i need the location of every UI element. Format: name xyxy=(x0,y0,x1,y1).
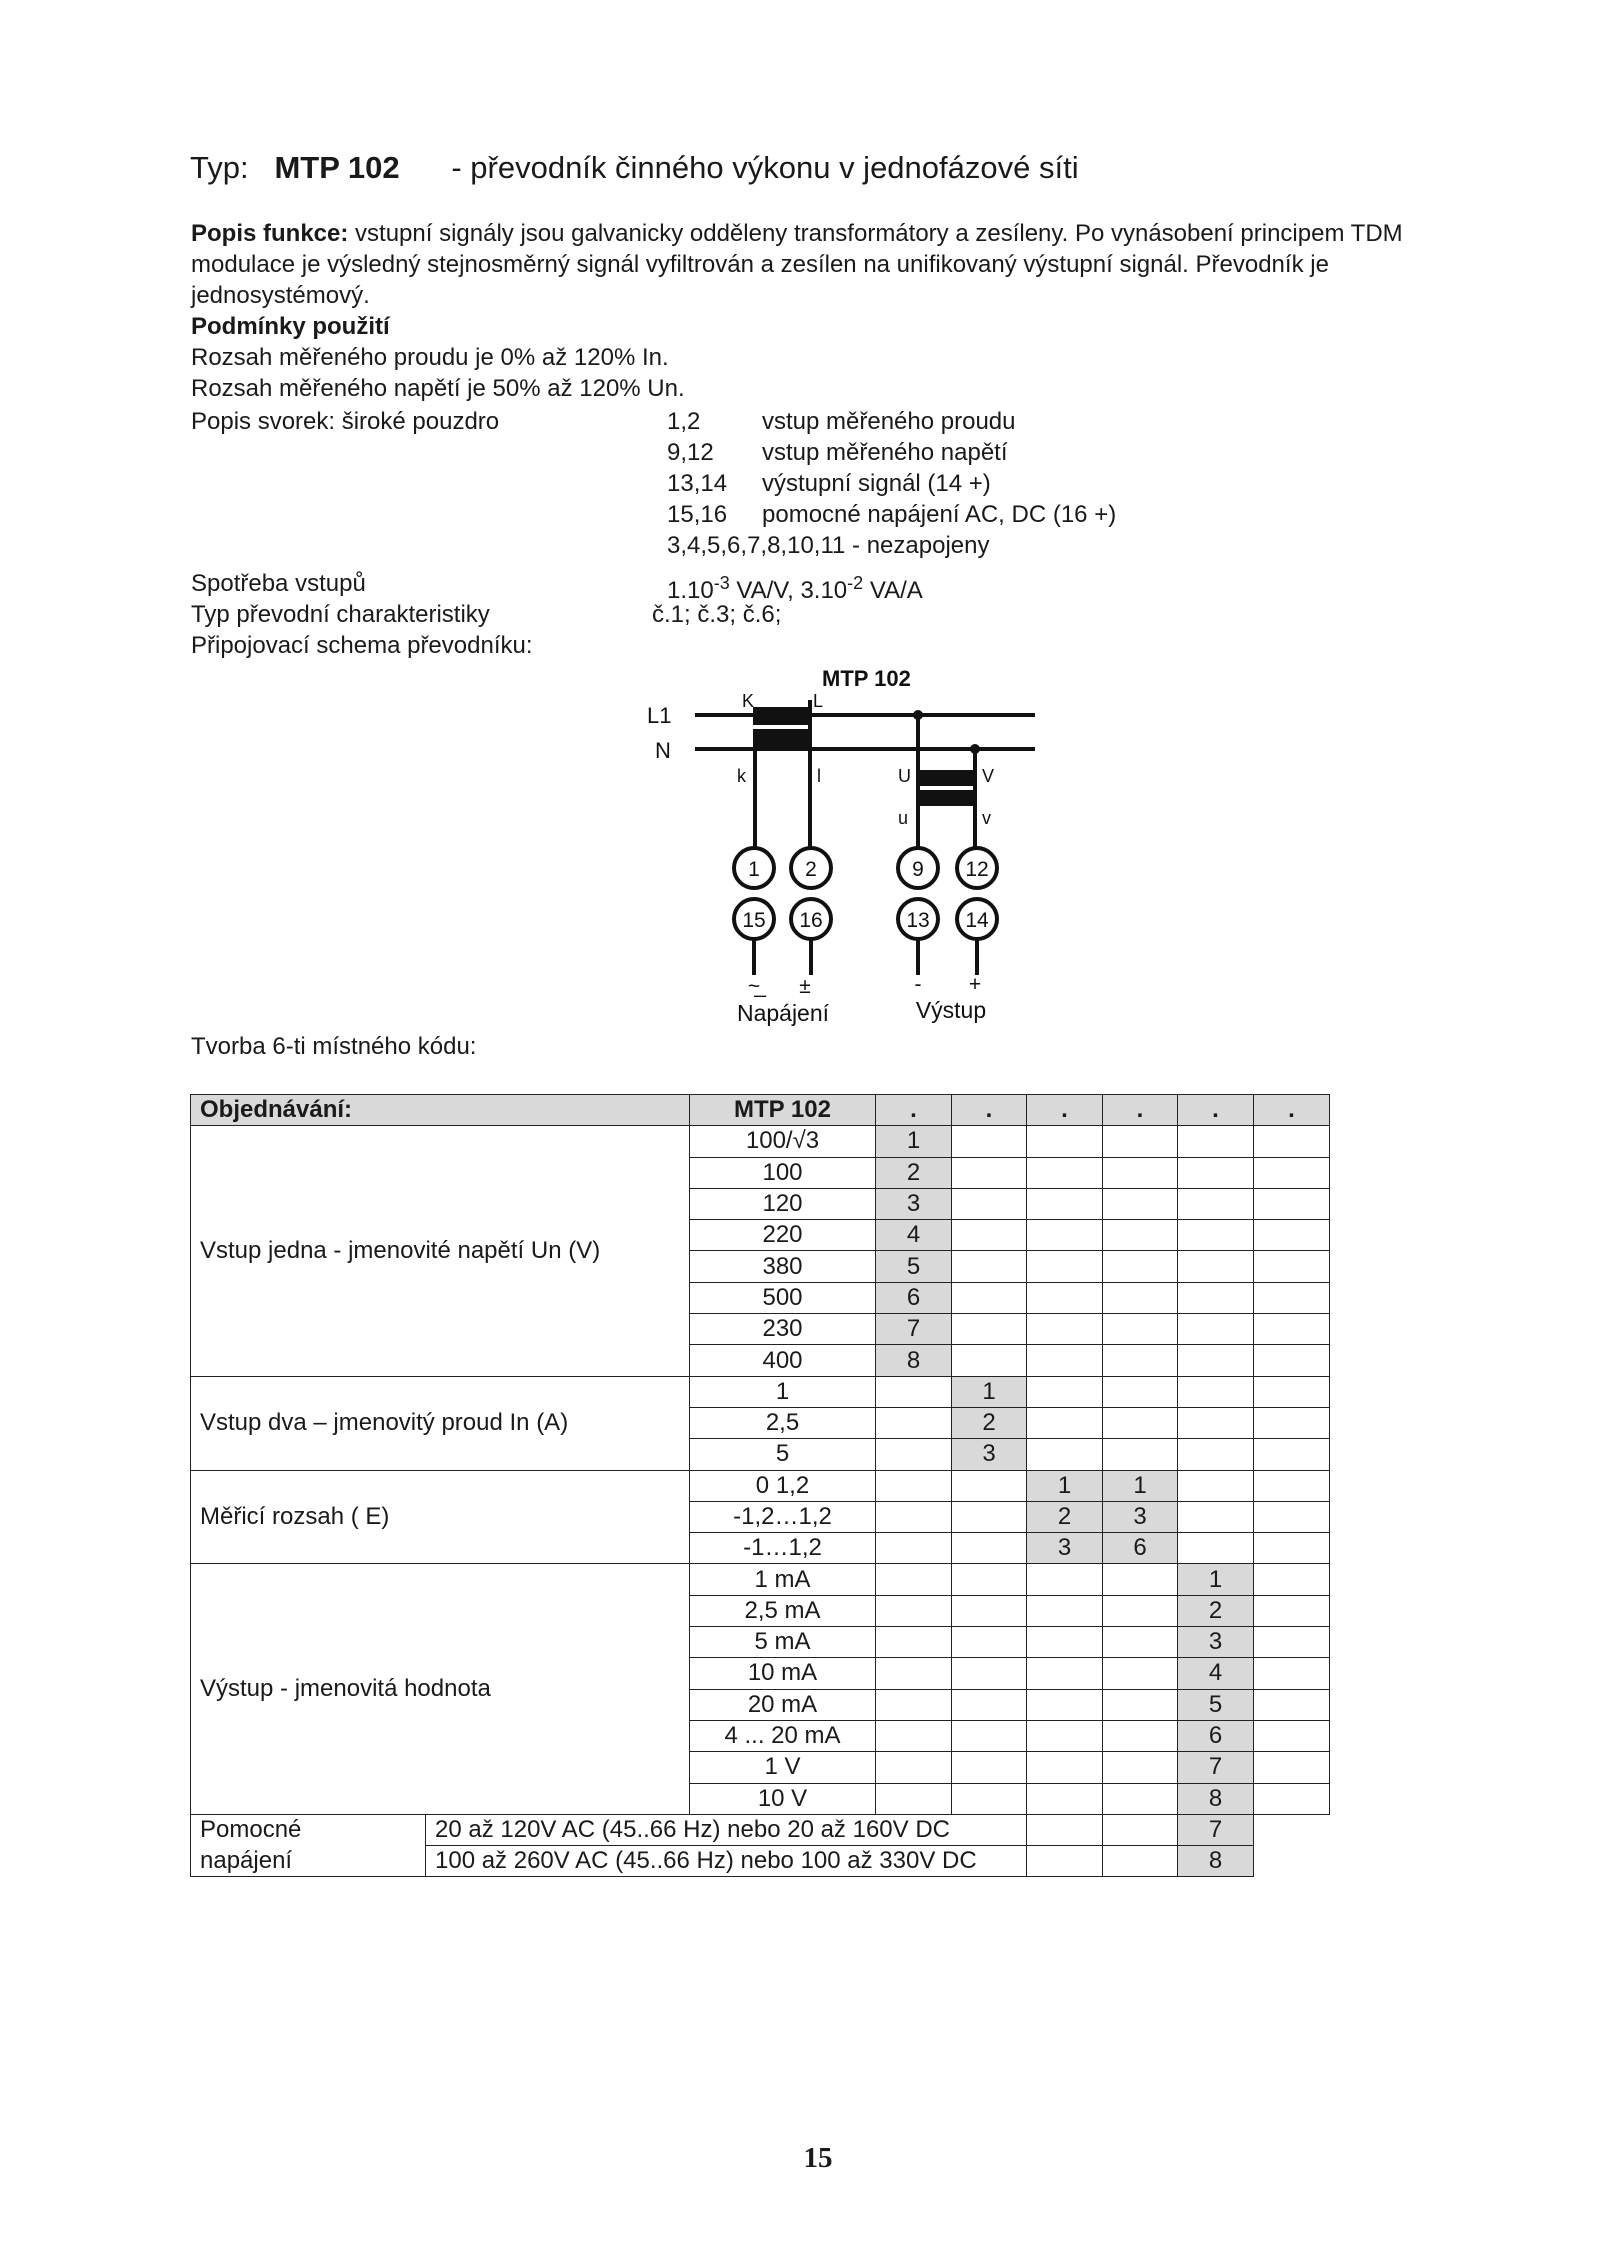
voltage-value: 230 xyxy=(690,1314,876,1345)
connection-diagram xyxy=(0,0,1600,1060)
voltage-code: 2 xyxy=(876,1157,952,1188)
junction-dot-N xyxy=(970,744,980,754)
supply-label: Napájení xyxy=(736,1000,830,1026)
label-L: L xyxy=(813,691,824,711)
output-value: 1 mA xyxy=(690,1564,876,1595)
consumption-current-unit: VA/A xyxy=(863,577,923,604)
voltage-range-text: Rozsah měřeného napětí je 50% až 120% Un. xyxy=(191,375,685,402)
output-code: 6 xyxy=(1178,1720,1254,1751)
range-code-b: 1 xyxy=(1103,1470,1178,1501)
current-group-label: Vstup dva – jmenovitý proud In (A) xyxy=(191,1376,690,1470)
range-group-label: Měřicí rozsah ( E) xyxy=(191,1470,690,1564)
code-dot: . xyxy=(1254,1095,1330,1126)
order-table xyxy=(190,1094,1330,1877)
function-text: vstupní signály jsou galvanicky odděleny transformátory a zesíleny. Po vynásobení principem TDM modulace je výsledný stejnosměrný signál vyfiltrován a zesílen na unifikovaný výstupní signál. Převodník je jednosystémový. xyxy=(191,220,1403,309)
voltage-value: 500 xyxy=(690,1282,876,1313)
characteristic-value: č.1; č.3; č.6; xyxy=(652,601,782,628)
model-description: - převodník činného výkonu v jednofázové síti xyxy=(451,150,1079,185)
voltage-code: 6 xyxy=(876,1282,952,1313)
output-code: 5 xyxy=(1178,1689,1254,1720)
terminal-number: 15,16 xyxy=(667,501,728,528)
label-V: V xyxy=(982,766,995,786)
terminal-number: 1,2 xyxy=(667,408,701,435)
terminal-description: vstup měřeného napětí xyxy=(762,439,1008,466)
terminal-label-14: 14 xyxy=(965,909,989,932)
table-row xyxy=(191,1814,1330,1845)
vt-core-lower xyxy=(917,790,975,806)
range-code-a: 1 xyxy=(1027,1470,1103,1501)
current-value: 5 xyxy=(690,1439,876,1470)
label-U: U xyxy=(898,766,911,786)
supply-value: 20 až 120V AC (45..66 Hz) nebo 20 až 160V DC xyxy=(426,1814,1027,1845)
terminals-label: Popis svorek: široké pouzdro xyxy=(191,408,500,435)
output-value: 10 mA xyxy=(690,1658,876,1689)
model-name: MTP 102 xyxy=(274,150,400,185)
diagram-title: MTP 102 xyxy=(822,666,911,691)
terminal-label-13: 13 xyxy=(906,909,930,932)
unconnected-terminals: 3,4,5,6,7,8,10,11 - nezapojeny xyxy=(667,532,990,559)
output-value: 4 ... 20 mA xyxy=(690,1720,876,1751)
ct-core-lower xyxy=(753,729,812,747)
table-row xyxy=(191,1470,1330,1501)
code-dot: . xyxy=(1027,1095,1103,1126)
range-code-a: 2 xyxy=(1027,1501,1103,1532)
output-code: 1 xyxy=(1178,1564,1254,1595)
code-dot: . xyxy=(952,1095,1027,1126)
code-dot: . xyxy=(1103,1095,1178,1126)
terminal-label-9: 9 xyxy=(912,858,924,881)
label-v: v xyxy=(982,808,991,828)
range-value: 0 1,2 xyxy=(690,1470,876,1501)
output-minus-sign: - xyxy=(914,973,922,996)
voltage-code: 8 xyxy=(876,1345,952,1376)
order-label: Objednávání: xyxy=(191,1095,690,1126)
output-group-label: Výstup - jmenovitá hodnota xyxy=(191,1564,690,1814)
terminal-label-1: 1 xyxy=(748,858,760,881)
supply-label-line2: napájení xyxy=(191,1846,426,1877)
consumption-voltage-exponent: -3 xyxy=(713,573,730,593)
consumption-current-exponent: -2 xyxy=(847,573,864,593)
voltage-code: 1 xyxy=(876,1126,952,1157)
voltage-code: 3 xyxy=(876,1188,952,1219)
voltage-value: 400 xyxy=(690,1345,876,1376)
ct-core-upper xyxy=(753,707,812,725)
current-value: 2,5 xyxy=(690,1407,876,1438)
output-value: 5 mA xyxy=(690,1627,876,1658)
label-N: N xyxy=(655,738,671,763)
terminal-label-2: 2 xyxy=(805,858,817,881)
range-value: -1,2…1,2 xyxy=(690,1501,876,1532)
label-u: u xyxy=(898,808,909,828)
terminal-description: výstupní signál (14 +) xyxy=(762,470,991,497)
table-row xyxy=(191,1376,1330,1407)
current-value: 1 xyxy=(690,1376,876,1407)
range-code-b: 3 xyxy=(1103,1501,1178,1532)
label-L1: L1 xyxy=(647,703,672,728)
consumption-voltage-unit: VA/V, 3.10 xyxy=(729,577,848,604)
output-code: 8 xyxy=(1178,1783,1254,1814)
supply-label-line1: Pomocné xyxy=(191,1814,426,1845)
table-header-row xyxy=(191,1095,1330,1126)
voltage-group-label: Vstup jedna - jmenovité napětí Un (V) xyxy=(191,1126,690,1376)
terminal-description: vstup měřeného proudu xyxy=(762,408,1016,435)
label-l: l xyxy=(817,766,821,786)
label-k: k xyxy=(737,766,746,786)
terminal-label-16: 16 xyxy=(799,909,823,932)
current-code: 2 xyxy=(952,1407,1027,1438)
terminal-label-12: 12 xyxy=(965,858,989,881)
range-code-a: 3 xyxy=(1027,1533,1103,1564)
supply-plus-sign: ± xyxy=(799,975,811,998)
output-code: 2 xyxy=(1178,1595,1254,1626)
current-code: 3 xyxy=(952,1439,1027,1470)
table-row xyxy=(191,1846,1330,1877)
function-label: Popis funkce: xyxy=(191,220,349,247)
voltage-value: 120 xyxy=(690,1188,876,1219)
output-label: Výstup xyxy=(915,997,987,1023)
label-K: K xyxy=(742,691,755,711)
output-plus-sign: + xyxy=(968,973,982,996)
terminal-description: pomocné napájení AC, DC (16 +) xyxy=(762,501,1117,528)
output-code: 4 xyxy=(1178,1658,1254,1689)
current-code: 1 xyxy=(952,1376,1027,1407)
range-code-b: 6 xyxy=(1103,1533,1178,1564)
code-dot: . xyxy=(876,1095,952,1126)
voltage-code: 4 xyxy=(876,1220,952,1251)
voltage-value: 380 xyxy=(690,1251,876,1282)
page-number: 15 xyxy=(803,2142,833,2174)
consumption-voltage-base: 1.10 xyxy=(667,577,714,604)
code-dot: . xyxy=(1178,1095,1254,1126)
supply-code: 8 xyxy=(1178,1846,1254,1877)
consumption-label: Spotřeba vstupů xyxy=(191,570,366,597)
output-value: 1 V xyxy=(690,1752,876,1783)
output-value: 20 mA xyxy=(690,1689,876,1720)
voltage-value: 100/√3 xyxy=(690,1126,876,1157)
current-range-text: Rozsah měřeného proudu je 0% až 120% In. xyxy=(191,344,669,371)
table-row xyxy=(191,1126,1330,1157)
output-code: 3 xyxy=(1178,1627,1254,1658)
conditions-heading: Podmínky použití xyxy=(191,313,390,340)
output-code: 7 xyxy=(1178,1752,1254,1783)
voltage-code: 7 xyxy=(876,1314,952,1345)
terminal-number: 13,14 xyxy=(667,470,728,497)
voltage-value: 100 xyxy=(690,1157,876,1188)
vt-core-upper xyxy=(917,770,975,786)
output-value: 2,5 mA xyxy=(690,1595,876,1626)
table-row xyxy=(191,1564,1330,1595)
supply-code: 7 xyxy=(1178,1814,1254,1845)
characteristic-label: Typ převodní charakteristiky xyxy=(191,601,490,628)
terminal-number: 9,12 xyxy=(667,439,714,466)
voltage-value: 220 xyxy=(690,1220,876,1251)
code-label: Tvorba 6-ti místného kódu: xyxy=(191,1033,477,1060)
supply-value: 100 až 260V AC (45..66 Hz) nebo 100 až 330V DC xyxy=(426,1846,1027,1877)
schema-label: Připojovací schema převodníku: xyxy=(191,632,533,659)
order-model: MTP 102 xyxy=(690,1095,876,1126)
type-label: Typ: xyxy=(190,150,249,185)
voltage-code: 5 xyxy=(876,1251,952,1282)
junction-dot-L1 xyxy=(913,710,923,720)
output-value: 10 V xyxy=(690,1783,876,1814)
supply-ac-sign: ~̲ xyxy=(747,975,761,998)
terminal-label-15: 15 xyxy=(742,909,766,932)
range-value: -1…1,2 xyxy=(690,1533,876,1564)
